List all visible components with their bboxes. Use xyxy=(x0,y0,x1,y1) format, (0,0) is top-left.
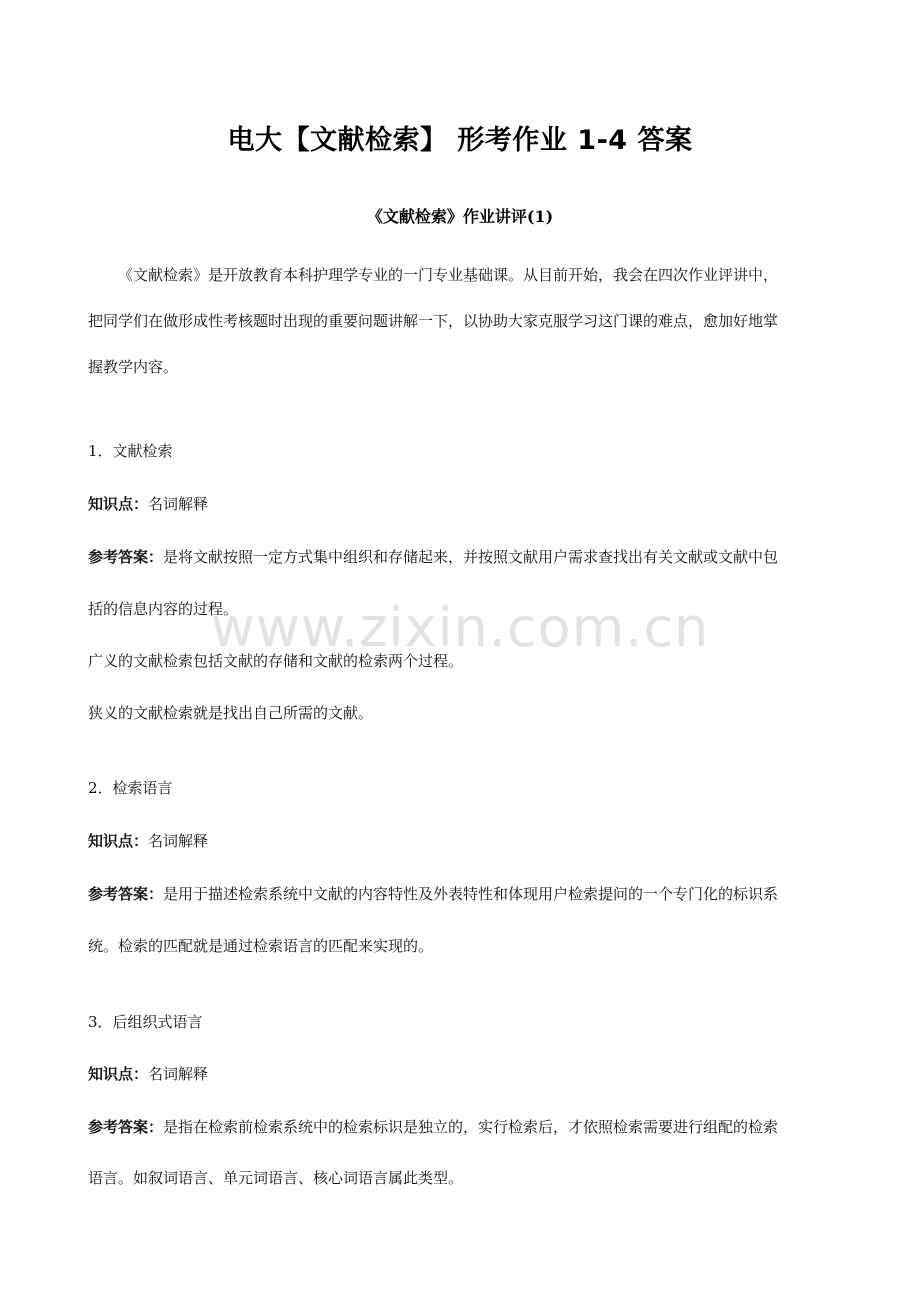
answer-text: 是将文献按照一定方式集中组织和存储起来，并按照文献用户需求查找出有关文献或文献中包 xyxy=(163,548,779,566)
knowledge-label: 知识点： xyxy=(88,495,149,513)
section-2-answer-line-2: 统。检索的匹配就是通过检索语言的匹配来实现的。 xyxy=(88,937,434,955)
section-3-knowledge xyxy=(88,1063,836,1085)
section-2-answer xyxy=(88,883,836,905)
knowledge-value: 名词解释 xyxy=(148,1065,209,1083)
knowledge-label: 知识点： xyxy=(88,1065,149,1083)
section-1-knowledge xyxy=(88,493,836,515)
section-3-heading: 3．后组织式语言 xyxy=(88,1013,203,1031)
section-3-answer xyxy=(88,1116,836,1138)
section-1-answer-line-3: 广义的文献检索包括文献的存储和文献的检索两个过程。 xyxy=(88,652,464,670)
section-2-heading: 2．检索语言 xyxy=(88,779,173,797)
knowledge-value: 名词解释 xyxy=(148,832,209,850)
answer-label: 参考答案： xyxy=(88,548,164,566)
section-3-answer-line-2: 语言。如叙词语言、单元词语言、核心词语言属此类型。 xyxy=(88,1169,464,1187)
section-1-heading: 1．文献检索 xyxy=(88,442,173,460)
knowledge-value: 名词解释 xyxy=(148,495,209,513)
answer-label: 参考答案： xyxy=(88,1118,164,1136)
intro-line-3: 握教学内容。 xyxy=(88,358,179,376)
answer-label: 参考答案： xyxy=(88,885,164,903)
section-1-answer-line-2: 括的信息内容的过程。 xyxy=(88,600,239,618)
watermark: www.zixin.com.cn xyxy=(210,596,710,659)
answer-text: 是指在检索前检索系统中的检索标识是独立的，实行检索后，才依照检索需要进行组配的检索 xyxy=(163,1118,779,1136)
intro-line-1: 《文献检索》是开放教育本科护理学专业的一门专业基础课。从目前开始，我会在四次作业评讲中， xyxy=(118,266,779,284)
document-title: 电大【文献检索】 形考作业 1-4 答案 xyxy=(227,125,693,156)
section-1-answer-line-4: 狭义的文献检索就是找出自己所需的文献。 xyxy=(88,704,374,722)
section-1-answer xyxy=(88,546,836,568)
section-2-knowledge xyxy=(88,830,836,852)
document-subtitle: 《文献检索》作业讲评(1) xyxy=(366,207,554,226)
knowledge-label: 知识点： xyxy=(88,832,149,850)
intro-line-2: 把同学们在做形成性考核题时出现的重要问题讲解一下，以协助大家克服学习这门课的难点，愈加好地掌 xyxy=(88,312,779,330)
answer-text: 是用于描述检索系统中文献的内容特性及外表特性和体现用户检索提问的一个专门化的标识系 xyxy=(163,885,779,903)
